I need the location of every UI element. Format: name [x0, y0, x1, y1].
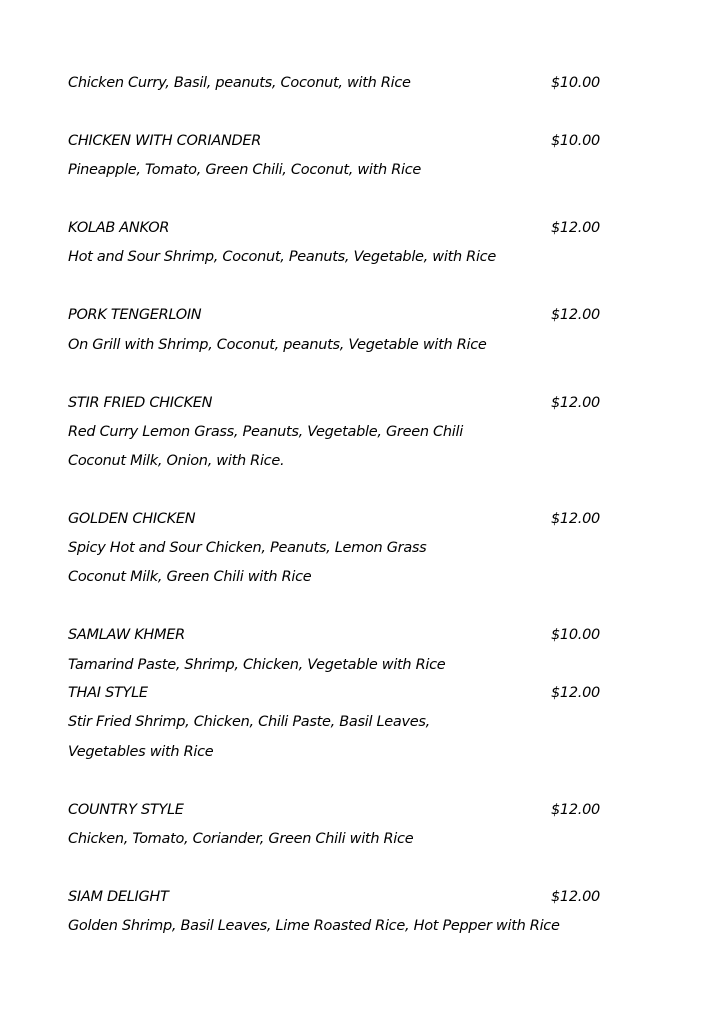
- menu-item-name: COUNTRY STYLE: [68, 802, 184, 818]
- menu-item-price: $12.00: [551, 802, 600, 818]
- menu-item-description: Golden Shrimp, Basil Leaves, Lime Roasted Rice, Hot Pepper with Rice: [68, 918, 560, 934]
- menu-item-price: $12.00: [551, 685, 600, 701]
- menu-item-price: $12.00: [551, 307, 600, 323]
- menu-item-description: Stir Fried Shrimp, Chicken, Chili Paste, Basil Leaves,: [68, 714, 430, 730]
- menu-item-price: $12.00: [551, 889, 600, 905]
- menu-item-description: Spicy Hot and Sour Chicken, Peanuts, Lemon Grass: [68, 540, 427, 556]
- menu-item-name: SIAM DELIGHT: [68, 889, 169, 905]
- menu-item-price: $12.00: [551, 220, 600, 236]
- menu-item-price: $10.00: [551, 133, 600, 149]
- menu-item-price: $10.00: [551, 627, 600, 643]
- menu-item-description: Tamarind Paste, Shrimp, Chicken, Vegetable with Rice: [68, 657, 446, 673]
- menu-item-description: Coconut Milk, Green Chili with Rice: [68, 569, 312, 585]
- menu-item-price: $12.00: [551, 395, 600, 411]
- menu-item-name: KOLAB ANKOR: [68, 220, 170, 236]
- menu-item-description: Coconut Milk, Onion, with Rice.: [68, 453, 285, 469]
- menu-item-description: Hot and Sour Shrimp, Coconut, Peanuts, Vegetable, with Rice: [68, 249, 496, 265]
- menu-item-description: Red Curry Lemon Grass, Peanuts, Vegetable, Green Chili: [68, 424, 463, 440]
- menu-item-description: Pineapple, Tomato, Green Chili, Coconut, with Rice: [68, 162, 422, 178]
- menu-item-description: Chicken Curry, Basil, peanuts, Coconut, with Rice: [68, 75, 411, 91]
- menu-item-name: THAI STYLE: [68, 685, 148, 701]
- menu-item-description: On Grill with Shrimp, Coconut, peanuts, Vegetable with Rice: [68, 337, 487, 353]
- menu-item-price: $10.00: [551, 75, 600, 91]
- menu-item-description: Chicken, Tomato, Coriander, Green Chili with Rice: [68, 831, 414, 847]
- menu-item-name: GOLDEN CHICKEN: [68, 511, 196, 527]
- menu-item-name: SAMLAW KHMER: [68, 627, 185, 643]
- menu-item-name: CHICKEN WITH CORIANDER: [68, 133, 261, 149]
- menu-item-name: STIR FRIED CHICKEN: [68, 395, 213, 411]
- menu-item-description: Vegetables with Rice: [68, 744, 214, 760]
- menu-item-price: $12.00: [551, 511, 600, 527]
- menu-item-name: PORK TENGERLOIN: [68, 307, 202, 323]
